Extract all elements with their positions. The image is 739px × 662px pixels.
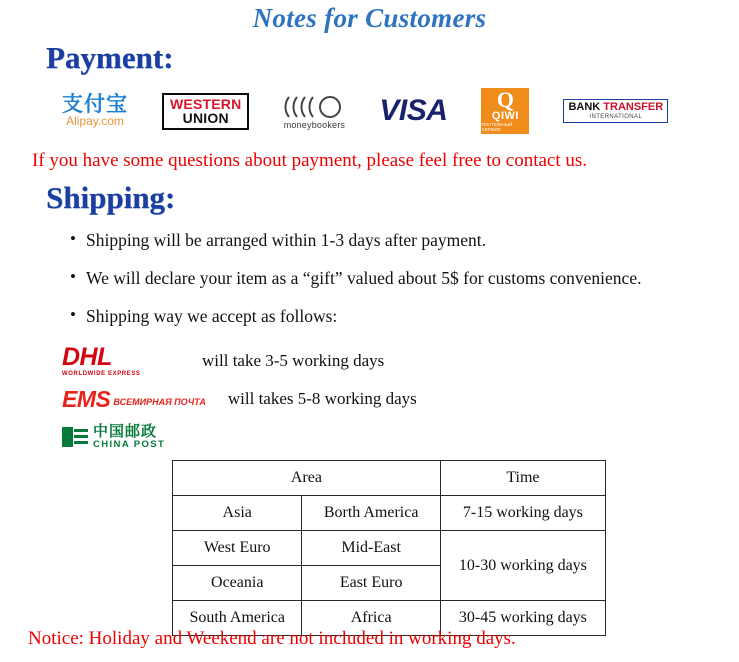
payment-heading: Payment: bbox=[46, 40, 174, 75]
payment-logos bbox=[62, 86, 739, 136]
alipay-icon bbox=[62, 93, 128, 128]
china-post-icon bbox=[62, 424, 165, 450]
table-cell-area2: Africa bbox=[302, 601, 440, 636]
bank-transfer-word1: BANK bbox=[568, 101, 601, 114]
dhl-delivery-text: will take 3-5 working days bbox=[202, 351, 385, 370]
table-cell-time: 7-15 working days bbox=[440, 496, 605, 531]
shipping-heading: Shipping: bbox=[46, 180, 176, 215]
qiwi-icon bbox=[481, 88, 529, 134]
table-cell-area1: Oceania bbox=[173, 566, 302, 601]
shipping-bullet-list bbox=[0, 230, 739, 327]
ems-label: EMS bbox=[62, 385, 111, 412]
bank-transfer-sublabel: INTERNATIONAL bbox=[589, 113, 643, 120]
qiwi-label: QIWI bbox=[491, 109, 519, 122]
visa-icon: VISA bbox=[379, 94, 448, 127]
qiwi-sublabel: ПЛАТЕЖНЫЙ СЕРВИС bbox=[481, 121, 513, 132]
ems-sublabel: ВСЕМИРНАЯ ПОЧТА bbox=[113, 396, 206, 407]
moneybookers-icon bbox=[283, 93, 345, 130]
list-item: • We will declare your item as a “gift” valued about 5$ for customs convenience. bbox=[70, 268, 739, 289]
table-cell-time: 10-30 working days bbox=[440, 531, 605, 601]
western-union-line1: WESTERN bbox=[170, 95, 242, 112]
table-cell-area1: South America bbox=[173, 601, 302, 636]
ems-icon bbox=[62, 385, 206, 412]
table-cell-area2: Mid-East bbox=[302, 531, 440, 566]
table-cell-area2: Borth America bbox=[302, 496, 440, 531]
courier-row-ems bbox=[62, 382, 739, 416]
table-cell-area1: Asia bbox=[173, 496, 302, 531]
china-post-english-label: CHINA POST bbox=[93, 438, 166, 450]
table-cell-area2: East Euro bbox=[302, 566, 440, 601]
table-row bbox=[173, 496, 606, 531]
list-item: • Shipping will be arranged within 1-3 days after payment. bbox=[70, 230, 739, 251]
china-post-chinese-label: 中国邮政 bbox=[93, 422, 158, 441]
western-union-line2: UNION bbox=[182, 109, 229, 126]
page-title: Notes for Customers bbox=[252, 3, 487, 33]
qiwi-letter: Q bbox=[496, 87, 514, 113]
western-union-icon bbox=[162, 93, 249, 130]
bank-transfer-icon bbox=[563, 99, 668, 123]
courier-row-dhl bbox=[62, 344, 739, 378]
holiday-notice: Notice: Holiday and Weekend are not included in working days. bbox=[28, 628, 516, 649]
list-item: • Shipping way we accept as follows: bbox=[70, 306, 739, 327]
courier-row-china-post bbox=[62, 420, 739, 454]
table-header-time: Time bbox=[440, 461, 605, 496]
table-header-row bbox=[173, 461, 606, 496]
dhl-icon bbox=[62, 345, 170, 377]
china-post-mark-icon bbox=[62, 425, 88, 449]
table-header-area: Area bbox=[173, 461, 441, 496]
table-row bbox=[173, 531, 606, 566]
ems-delivery-text: will takes 5-8 working days bbox=[227, 389, 417, 408]
shipping-time-table bbox=[172, 460, 606, 636]
alipay-domain-label: Alipay.com bbox=[66, 114, 124, 129]
table-cell-area1: West Euro bbox=[173, 531, 302, 566]
alipay-chinese-label: 支付宝 bbox=[62, 92, 128, 117]
payment-notice: If you have some questions about payment, please feel free to contact us. bbox=[32, 150, 588, 171]
bank-transfer-word2: TRANSFER bbox=[603, 101, 664, 114]
moneybookers-label: moneybookers bbox=[283, 119, 346, 130]
dhl-label: DHL bbox=[62, 343, 112, 371]
shipping-time-table-wrap bbox=[172, 460, 606, 636]
dhl-sublabel: WORLDWIDE EXPRESS bbox=[62, 371, 141, 377]
moneybookers-arcs-icon bbox=[283, 93, 345, 119]
table-cell-time: 30-45 working days bbox=[440, 601, 605, 636]
